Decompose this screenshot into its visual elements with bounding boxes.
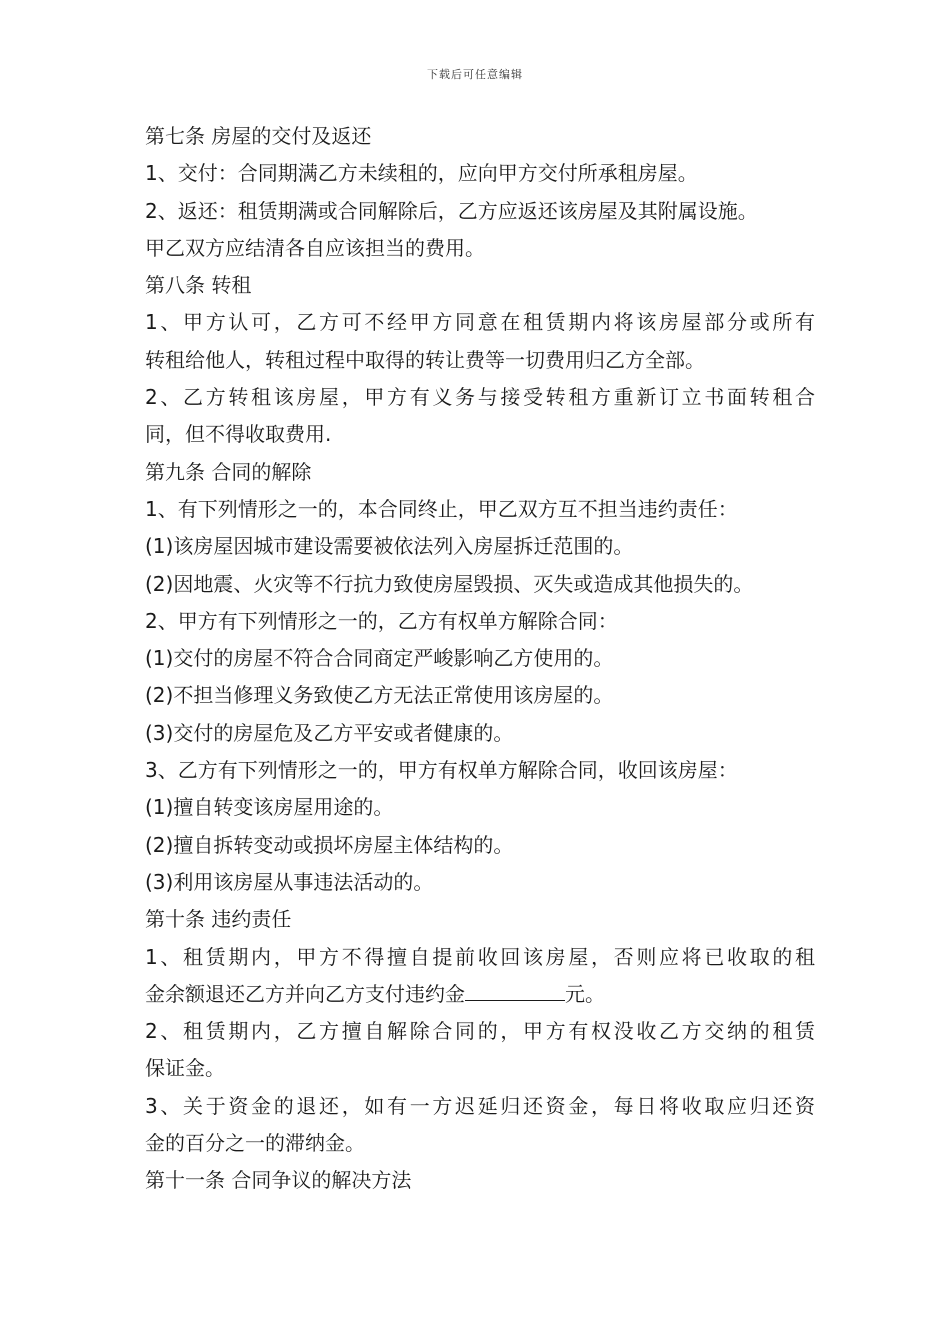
paragraph-line: 1、有下列情形之一的，本合同终止，甲乙双方互不担当违约责任： xyxy=(145,496,738,521)
paragraph-line: 3、关于资金的退还，如有一方迟延归还资金，每日将收取应归还资 xyxy=(145,1093,815,1118)
paragraph-line: 1、交付：合同期满乙方未续租的，应向甲方交付所承租房屋。 xyxy=(145,161,698,186)
article-9-title: 第九条 合同的解除 xyxy=(145,459,312,484)
paragraph-text: 金余额退还乙方并向乙方支付违约金 xyxy=(145,981,465,1006)
header-note: 下载后可任意编辑 xyxy=(427,68,523,81)
paragraph-line: 甲乙双方应结清各自应该担当的费用。 xyxy=(145,235,485,260)
paragraph-line-with-blank xyxy=(145,976,815,1013)
list-item: (2)不担当修理义务致使乙方无法正常使用该房屋的。 xyxy=(145,683,614,708)
list-item: (1)擅自转变该房屋用途的。 xyxy=(145,795,394,820)
paragraph-line: 1、租赁期内，甲方不得擅自提前收回该房屋，否则应将已收取的租 xyxy=(145,944,815,969)
fill-in-blank xyxy=(465,980,565,1001)
paragraph-line: 保证金。 xyxy=(145,1056,225,1081)
paragraph-line: 同，但不得收取费用. xyxy=(145,422,332,447)
paragraph-line: 2、乙方转租该房屋，甲方有义务与接受转租方重新订立书面转租合 xyxy=(145,385,815,410)
list-item: (1)交付的房屋不符合合同商定严峻影响乙方使用的。 xyxy=(145,646,614,671)
paragraph-line: 金的百分之一的滞纳金。 xyxy=(145,1131,365,1156)
paragraph-line: 2、租赁期内，乙方擅自解除合同的，甲方有权没收乙方交纳的租赁 xyxy=(145,1019,815,1044)
article-11-title: 第十一条 合同争议的解决方法 xyxy=(145,1168,412,1193)
list-item: (3)交付的房屋危及乙方平安或者健康的。 xyxy=(145,720,514,745)
list-item: (1)该房屋因城市建设需要被依法列入房屋拆迁范围的。 xyxy=(145,534,634,559)
paragraph-line: 转租给他人，转租过程中取得的转让费等一切费用归乙方全部。 xyxy=(145,347,705,372)
article-7-title: 第七条 房屋的交付及返还 xyxy=(145,124,372,148)
list-item: (2)因地震、火灾等不行抗力致使房屋毁损、灭失或造成其他损失的。 xyxy=(145,571,754,596)
list-item: (3)利用该房屋从事违法活动的。 xyxy=(145,869,434,894)
paragraph-text: 元。 xyxy=(565,981,605,1006)
article-8-title: 第八条 转租 xyxy=(145,273,252,298)
paragraph-line: 2、甲方有下列情形之一的，乙方有权单方解除合同： xyxy=(145,608,618,633)
article-10-title: 第十条 违约责任 xyxy=(145,907,292,932)
paragraph-line: 3、乙方有下列情形之一的，甲方有权单方解除合同，收回该房屋： xyxy=(145,758,738,783)
list-item: (2)擅自拆转变动或损坏房屋主体结构的。 xyxy=(145,832,514,857)
paragraph-line: 1、甲方认可，乙方可不经甲方同意在租赁期内将该房屋部分或所有 xyxy=(145,310,815,335)
contract-body xyxy=(145,118,815,1200)
paragraph-line: 2、返还：租赁期满或合同解除后，乙方应返还该房屋及其附属设施。 xyxy=(145,198,758,223)
